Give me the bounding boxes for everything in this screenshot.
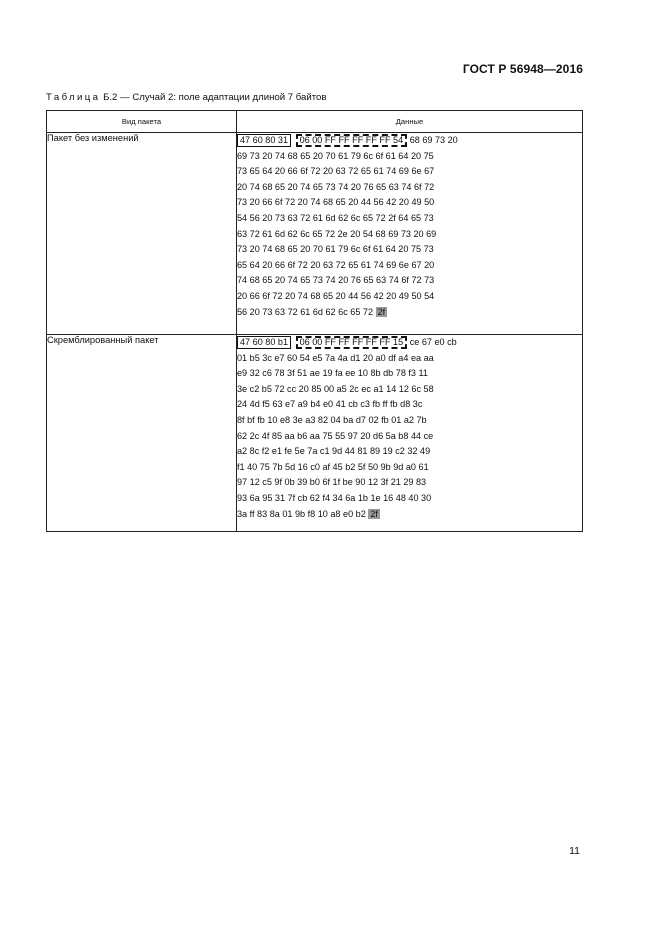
hex-line-first	[237, 335, 582, 351]
ts-header-bytes: 47 60 80 b1	[237, 336, 291, 349]
highlighted-byte: 2f	[370, 508, 378, 519]
hex-line: 73 65 64 20 66 6f 72 20 63 72 65 61 74 69 6e 67	[237, 166, 435, 177]
hex-line: f1 40 75 7b 5d 16 c0 af 45 b2 5f 50 9b 9d a0 61	[237, 461, 429, 472]
packet-data-cell	[237, 133, 583, 335]
packet-table	[46, 110, 583, 532]
hex-line-last	[237, 507, 582, 523]
hex-last-prefix: 56 20 73 63 72 61 6d 62 6c 65 72	[237, 306, 374, 317]
hex-line: 93 6a 95 31 7f cb 62 f4 34 6a 1b 1e 16 48 40 30	[237, 492, 432, 503]
hex-line: 69 73 20 74 68 65 20 70 61 79 6c 6f 61 64 20 75	[237, 150, 434, 161]
table-caption	[46, 92, 326, 103]
payload-bytes: ce 67 e0 cb	[409, 337, 457, 347]
ts-header-bytes: 47 60 80 31	[237, 134, 291, 147]
table-row-unmodified	[47, 133, 583, 335]
standard-designation: ГОСТ Р 56948—2016	[462, 62, 583, 76]
hex-line: 20 74 68 65 20 74 65 73 74 20 76 65 63 74 6f 72	[237, 181, 435, 192]
table-caption-text: Б.2 — Случай 2: поле адаптации длиной 7 байтов	[103, 92, 327, 103]
hex-line: 63 72 61 6d 62 6c 65 72 2e 20 54 68 69 73 20 69	[237, 228, 437, 239]
hex-line: 01 b5 3c e7 60 54 e5 7a 4a d1 20 a0 df a4 ea aa	[237, 352, 434, 363]
hex-line: 3e c2 b5 72 cc 20 85 00 a5 2c ec a1 14 12 6c 58	[237, 383, 434, 394]
hex-line-first	[237, 133, 582, 149]
column-header-kind: Вид пакета	[47, 111, 237, 133]
hex-line-last	[237, 305, 582, 321]
table-header-row	[47, 111, 583, 133]
hex-line: 97 12 c5 9f 0b 39 b0 6f 1f be 90 12 3f 21 29 83	[237, 477, 427, 488]
payload-bytes: 68 69 73 20	[409, 135, 458, 145]
table-caption-word: Таблица	[46, 92, 101, 103]
hex-line: e9 32 c6 78 3f 51 ae 19 fa ee 10 8b db 78 f3 11	[237, 368, 428, 379]
page-number: 11	[569, 845, 580, 857]
hex-line: 74 68 65 20 74 65 73 74 20 76 65 63 74 6f 72 73	[237, 275, 435, 286]
packet-data-cell	[237, 335, 583, 532]
column-header-data: Данные	[237, 111, 583, 133]
hex-last-prefix: 3a ff 83 8a 01 9b f8 10 a8 e0 b2	[237, 508, 366, 519]
hex-line: 24 4d f5 63 e7 a9 b4 e0 41 cb c3 fb ff fb d8 3c	[237, 399, 423, 410]
hex-line: 65 64 20 66 6f 72 20 63 72 65 61 74 69 6e 67 20	[237, 259, 435, 270]
highlighted-byte: 2f	[377, 306, 386, 317]
packet-kind-label: Скремблированный пакет	[47, 335, 237, 532]
hex-line: 62 2c 4f 85 aa b6 aa 75 55 97 20 d6 5a b8 44 ce	[237, 430, 434, 441]
packet-kind-label: Пакет без изменений	[47, 133, 237, 335]
hex-line: 73 20 74 68 65 20 70 61 79 6c 6f 61 64 20 75 73	[237, 244, 434, 255]
adaptation-field-bytes: 06 00 FF FF FF FF FF 15	[296, 336, 408, 349]
hex-line: 8f bf fb 10 e8 3e a3 82 04 ba d7 02 fb 01 a2 7b	[237, 414, 427, 425]
hex-line: 54 56 20 73 63 72 61 6d 62 6c 65 72 2f 64 65 73	[237, 212, 434, 223]
hex-line: 73 20 66 6f 72 20 74 68 65 20 44 56 42 20 49 50	[237, 197, 435, 208]
hex-line: 20 66 6f 72 20 74 68 65 20 44 56 42 20 49 50 54	[237, 290, 435, 301]
table-row-scrambled	[47, 335, 583, 532]
adaptation-field-bytes: 06 00 FF FF FF FF FF 54	[296, 134, 408, 147]
hex-line: a2 8c f2 e1 fe 5e 7a c1 9d 44 81 89 19 c2 32 49	[237, 446, 431, 457]
